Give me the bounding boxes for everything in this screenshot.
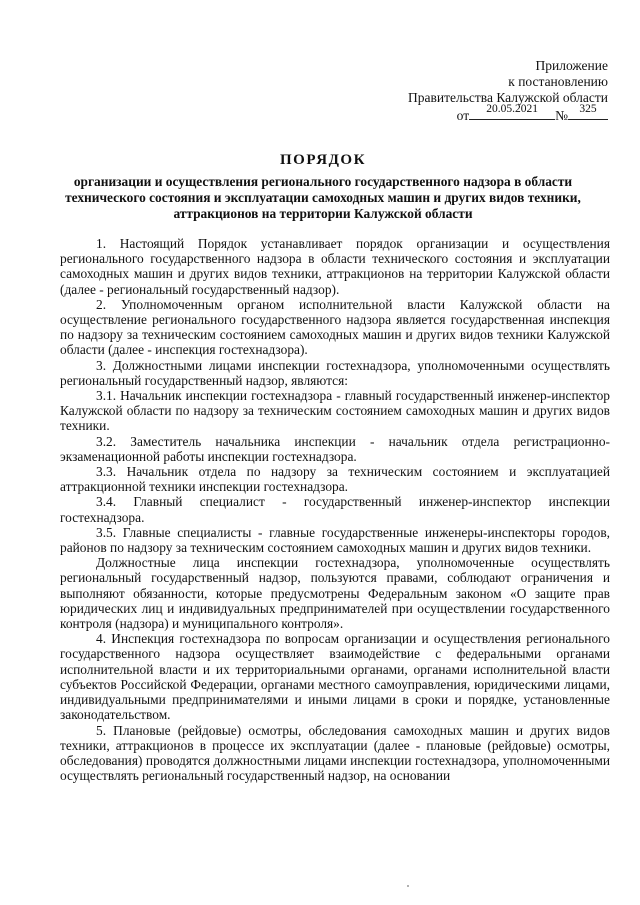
- number-field: [568, 103, 608, 120]
- number-value: 325: [579, 103, 597, 115]
- paragraph-2: 2. Уполномоченным органом исполнительной власти Калужской области на осуществление регионального государственного надзора является государственная инспекция по надзору за техническим состоянием самоходных машин и других видов техники Калужской области (далее - инспекция гостехнадзора).: [60, 296, 610, 358]
- date-value: 20.05.2021: [486, 103, 538, 115]
- body-text: [60, 236, 610, 783]
- from-label: от: [456, 108, 470, 123]
- paragraph-3-5: 3.5. Главные специалисты - главные государственные инженеры-инспекторы городов, районов по надзору за техническим состоянием самоходных машин и других видов техники.: [60, 524, 610, 556]
- resolution-label: к постановлению: [508, 74, 608, 89]
- document-title: ПОРЯДОК: [280, 152, 366, 168]
- scan-speck: [407, 885, 409, 887]
- document-subtitle: организации и осуществления регионального государственного надзора в области технического состояния и эксплуатации самоходных машин и других видов техники, аттракционов на территории Калужской области: [65, 174, 581, 221]
- paragraph-4: 4. Инспекция гостехнадзора по вопросам организации и осуществления регионального государственного надзора осуществляет взаимодействие с федеральными органами исполнительной власти и их территориальными органами, органами исполнительной власти субъектов Российской Федерации, органами местного самоуправления, юридическими лицами, индивидуальными предпринимателями и иными лицами в сроки и порядке, установленные законодательством.: [60, 631, 610, 723]
- date-number-line: [408, 103, 608, 124]
- paragraph-3-3: 3.3. Начальник отдела по надзору за техническим состоянием и эксплуатацией аттракционной техники инспекции гостехнадзора.: [60, 464, 610, 495]
- paragraph-3: 3. Должностными лицами инспекции гостехнадзора, уполномоченными осуществлять региональный государственный надзор, являются:: [60, 357, 610, 388]
- date-field: [469, 103, 555, 120]
- government-label: Правительства Калужской области: [407, 90, 608, 105]
- appendix-header: [408, 58, 608, 124]
- paragraph-3-1: 3.1. Начальник инспекции гостехнадзора - главный государственный инженер-инспектор Калужской области по надзору за техническим состоянием самоходных машин и других видов техники.: [60, 388, 610, 434]
- paragraph-officials: Должностные лица инспекции гостехнадзора, уполномоченные осуществлять региональный государственный надзор, пользуются правами, соблюдают ограничения и выполняют обязанности, которые предусмотрены Федеральным законом «О защите прав юридических лиц и индивидуальных предпринимателей при осуществлении государственного контроля (надзора) и муниципального контроля».: [60, 555, 610, 632]
- title-block: [60, 152, 586, 222]
- number-label: №: [555, 108, 568, 123]
- paragraph-3-2: 3.2. Заместитель начальника инспекции - начальник отдела регистрационно-экзаменационной работы инспекции гостехнадзора.: [60, 433, 610, 464]
- paragraph-3-4: 3.4. Главный специалист - государственный инженер-инспектор инспекции гостехнадзора.: [60, 494, 610, 525]
- paragraph-1: 1. Настоящий Порядок устанавливает порядок организации и осуществления регионального государственного надзора в области технического состояния и эксплуатации самоходных машин и других видов техники, аттракционов на территории Калужской области (далее - региональный государственный надзор).: [60, 236, 610, 297]
- appendix-label: Приложение: [535, 58, 608, 73]
- paragraph-5: 5. Плановые (рейдовые) осмотры, обследования самоходных машин и других видов техники, аттракционов в процессе их эксплуатации (далее - плановые (рейдовые) осмотры, обследования) проводятся должностными лицами инспекции гостехнадзора, уполномоченными осуществлять региональный государственный надзор, на основании: [60, 722, 610, 784]
